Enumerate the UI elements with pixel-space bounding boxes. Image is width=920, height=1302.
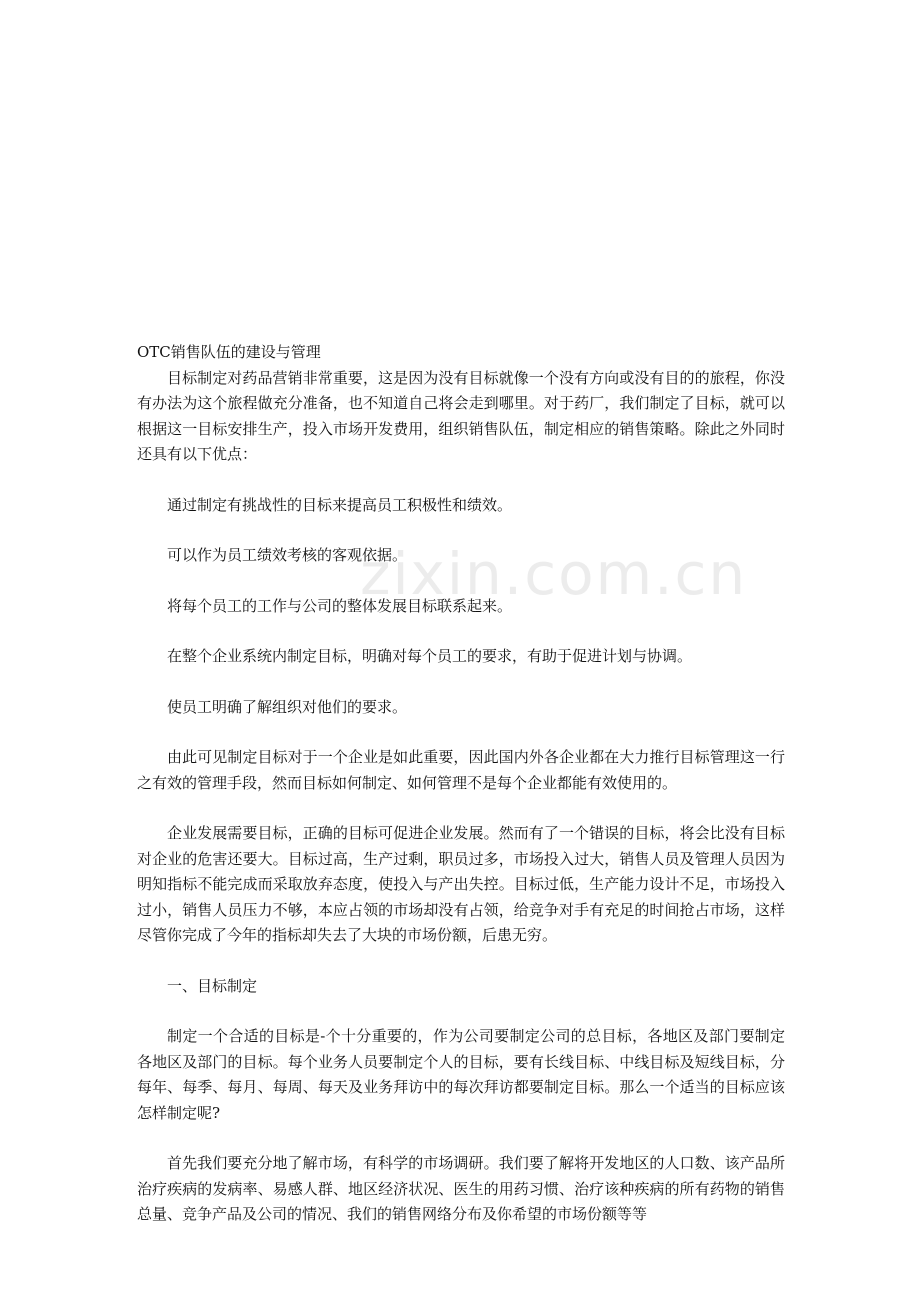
section-paragraph-1: 制定一个合适的目标是-个十分重要的，作为公司要制定公司的总目标，各地区及部门要制定各地区及部门的目标。每个业务人员要制定个人的目标，要有长线目标、中线目标及短线目标，分每年、每季、每月、每周、每天及业务拜访中的每次拜访都要制定目标。那么一个适当的目标应该怎样制定呢?	[137, 1027, 785, 1122]
risk-paragraph: 企业发展需要目标，正确的目标可促进企业发展。然而有了一个错误的目标，将会比没有目标对企业的危害还要大。目标过高，生产过剩，职员过多，市场投入过大，销售人员及管理人员因为明知指标不能完成而采取放弃态度，使投入与产出失控。目标过低，生产能力设计不足，市场投入过小，销售人员压力不够，本应占领的市场却没有占领，给竞争对手有充足的时间抢占市场，这样尽管你完成了今年的指标却失去了大块的市场份额，后患无穷。	[137, 824, 785, 944]
summary-paragraph: 由此可见制定目标对于一个企业是如此重要，因此国内外各企业都在大力推行目标管理这一行之有效的管理手段，然而目标如何制定、如何管理不是每个企业都能有效使用的。	[137, 748, 785, 792]
intro-paragraph: 目标制定对药品营销非常重要，这是因为没有目标就像一个没有方向或没有目的的旅程，你没有办法为这个旅程做充分准备，也不知道自己将会走到哪里。对于药厂，我们制定了目标，就可以根据这一目标安排生产，投入市场开发费用，组织销售队伍，制定相应的销售策略。除此之外同时还具有以下优点：	[137, 368, 785, 463]
advantage-item-4: 在整个企业系统内制定目标，明确对每个员工的要求，有助于促进计划与协调。	[167, 647, 693, 665]
advantage-item-5: 使员工明确了解组织对他们的要求。	[167, 697, 408, 716]
advantage-item-3: 将每个员工的工作与公司的整体发展目标联系起来。	[167, 596, 513, 615]
section-paragraph-2: 首先我们要充分地了解市场，有科学的市场调研。我们要了解将开发地区的人口数、该产品所治疗疾病的发病率、易感人群、地区经济状况、医生的用药习惯、治疗该种疾病的所有药物的销售总量、竞争产品及公司的情况、我们的销售网络分布及你希望的市场份额等等	[137, 1154, 785, 1223]
advantage-item-1: 通过制定有挑战性的目标来提高员工积极性和绩效。	[167, 495, 513, 514]
section-heading: 一、目标制定	[167, 976, 258, 995]
watermark: zixin.com.cn	[360, 540, 748, 608]
document-body	[137, 340, 785, 1228]
advantage-item-2: 可以作为员工绩效考核的客观依据。	[167, 546, 408, 564]
document-title: OTC销售队伍的建设与管理	[137, 343, 321, 361]
